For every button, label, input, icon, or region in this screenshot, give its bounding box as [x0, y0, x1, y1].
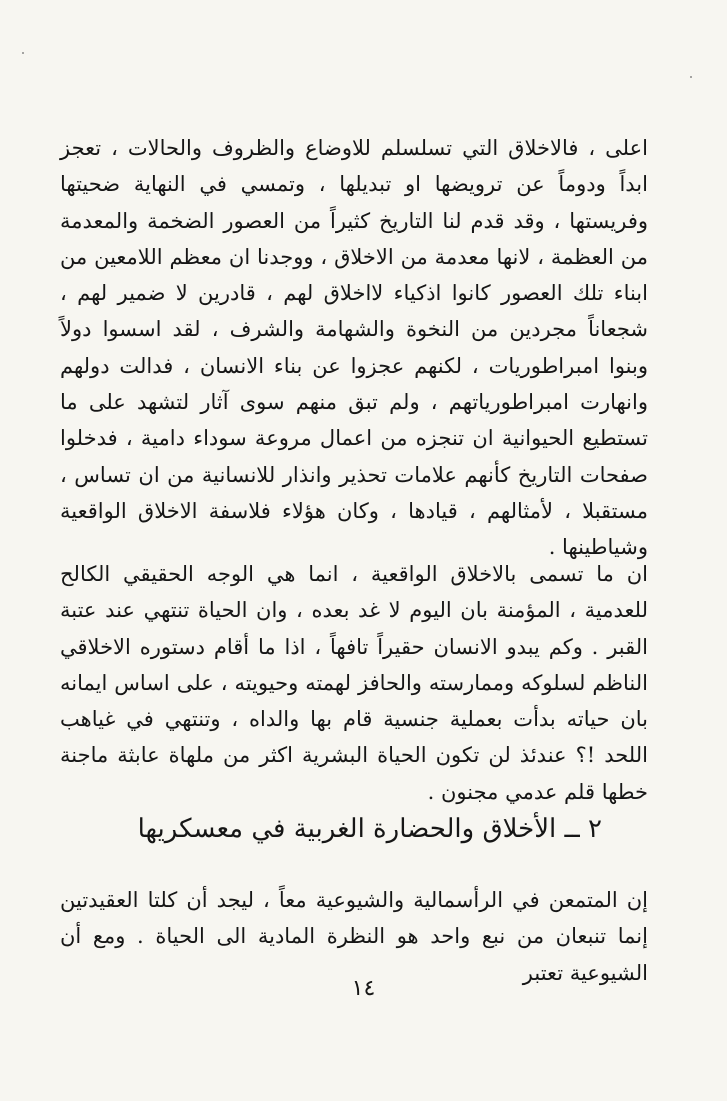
section-heading: ٢ ــ الأخلاق والحضارة الغربية في معسكريها: [137, 814, 602, 844]
paragraph-3: إن المتمعن في الرأسمالية والشيوعية معاً ، ليجد أن كلتا العقيدتين إنما تنبعان من نبع واحد هو النظرة المادية الى الحياة . ومع أن الشيوعية تعتبر: [60, 888, 648, 985]
paragraph-2: ان ما تسمى بالاخلاق الواقعية ، انما هي الوجه الحقيقي الكالح للعدمية ، المؤمنة بان اليوم لا غد بعده ، وان الحياة تنتهي عند عتبة القبر . وكم يبدو الانسان حقيراً تافهاً ، اذا ما أقام دستوره الاخلاقي الناظم لسلوكه وممارسته والحافز لهمته وحيويته ، على اساس ايمانه بان حياته بدأت بعملية جنسية قام بها والداه ، وتنتهي في غياهب اللحد !؟ عندئذ لن تكون الحياة البشرية اكثر من ملهاة عابثة ماجنة خطها قلم عدمي مجنون .: [60, 562, 648, 804]
paper-speck: [22, 52, 24, 54]
paragraph-1: اعلى ، فالاخلاق التي تسلسلم للاوضاع والظروف والحالات ، تعجز ابداً ودوماً عن ترويضها او تبديلها ، وتمسي في النهاية ضحيتها وفريستها ، وقد قدم لنا التاريخ كثيراً من العصور الضخمة والمعدمة من العظمة ، لانها معدمة من الاخلاق ، ووجدنا ان معظم اللامعين من ابناء تلك العصور كانوا اذكياء لااخلاق لهم ، قادرين لا ضمير لهم ، شجعاناً مجردين من النخوة والشهامة والشرف ، لقد اسسوا دولاً وبنوا امبراطوريات ، لكنهم عجزوا عن بناء الانسان ، فدالت دولهم وانهارت امبراطورياتهم ، ولم تبق منهم سوى آثار لتشهد على ما تستطيع الحيوانية ان تنجزه من اعمال مروعة سوداء دامية ، فدخلوا صفحات التاريخ كأنهم علامات تحذير وانذار للانسانية من ان تساس ، مستقبلا ، لأمثالهم ، قيادها ، وكان هؤلاء فلاسفة الاخلاق الواقعية وشياطينها .: [60, 136, 648, 560]
paper-speck: [690, 76, 692, 78]
page-number: ١٤: [351, 976, 376, 1001]
